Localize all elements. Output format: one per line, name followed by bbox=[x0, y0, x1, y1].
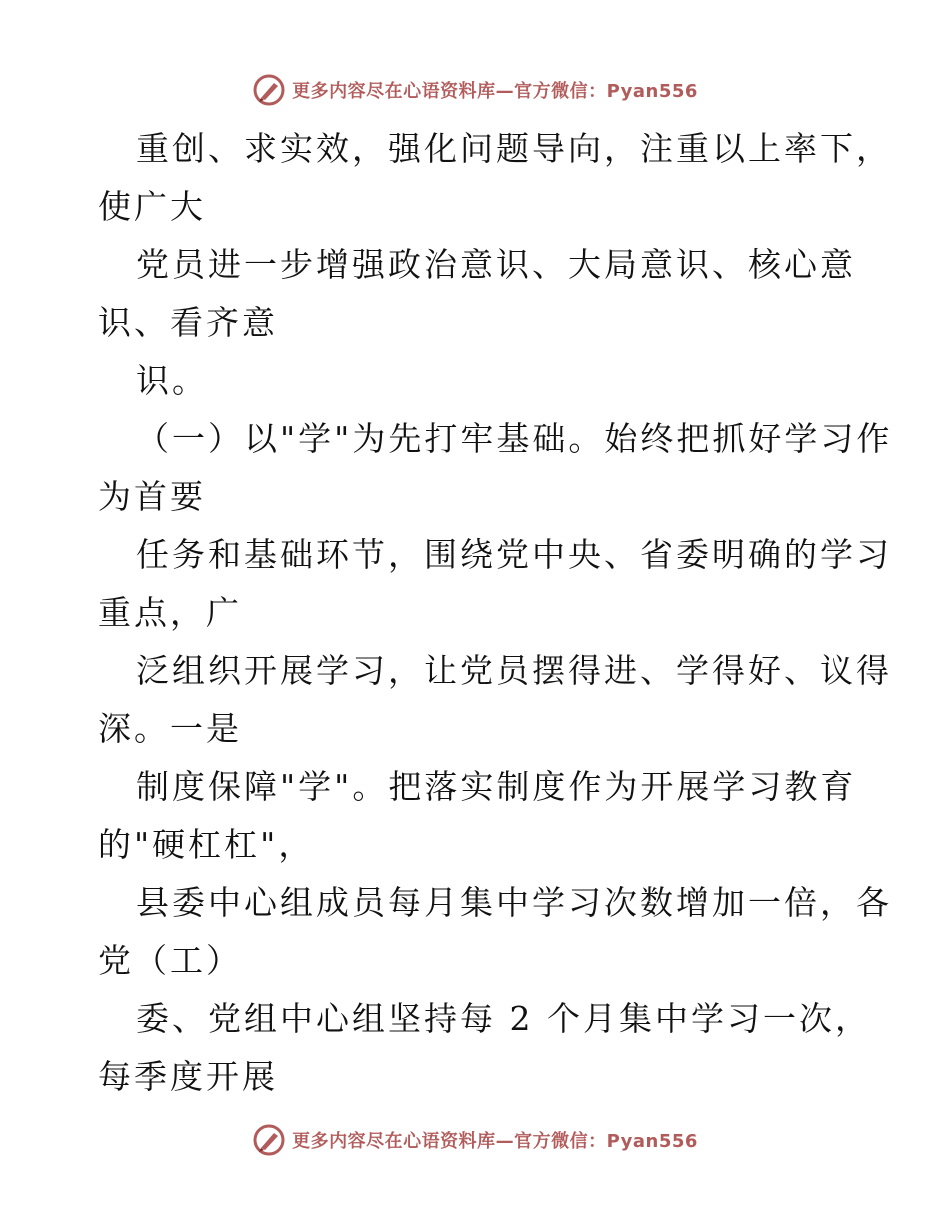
text-line: 识、看齐意 bbox=[98, 303, 278, 342]
text-line: 为首要 bbox=[98, 477, 206, 516]
text-line: 县委中心组成员每月集中学习次数增加一倍，各 bbox=[136, 883, 892, 922]
document-body bbox=[98, 120, 893, 1106]
text-line: 深。一是 bbox=[98, 709, 242, 748]
watermark-text: 更多内容尽在心语资料库—官方微信：Pyan556 bbox=[292, 1131, 698, 1152]
text-line: （一）以"学"为先打牢基础。始终把抓好学习作 bbox=[136, 419, 893, 458]
header-watermark bbox=[0, 70, 950, 110]
text-line: 委、党组中心组坚持每 2 个月集中学习一次， bbox=[136, 999, 871, 1038]
text-line: 每季度开展 bbox=[98, 1057, 278, 1096]
text-line: 任务和基础环节，围绕党中央、省委明确的学习 bbox=[136, 535, 892, 574]
text-line: 的"硬杠杠"， bbox=[98, 825, 315, 864]
text-line: 使广大 bbox=[98, 187, 206, 226]
text-line: 党员进一步增强政治意识、大局意识、核心意 bbox=[136, 245, 856, 284]
text-line: 制度保障"学"。把落实制度作为开展学习教育 bbox=[136, 767, 857, 806]
text-line: 识。 bbox=[136, 361, 208, 400]
text-line: 重创、求实效，强化问题导向，注重以上率下， bbox=[136, 129, 892, 168]
text-line: 党（工） bbox=[98, 941, 242, 980]
text-line: 泛组织开展学习，让党员摆得进、学得好、议得 bbox=[136, 651, 892, 690]
pen-logo-icon bbox=[252, 73, 286, 107]
watermark-text: 更多内容尽在心语资料库—官方微信：Pyan556 bbox=[292, 81, 698, 102]
footer-watermark bbox=[0, 1120, 950, 1160]
pen-logo-icon bbox=[252, 1123, 286, 1157]
text-line: 重点，广 bbox=[98, 593, 242, 632]
